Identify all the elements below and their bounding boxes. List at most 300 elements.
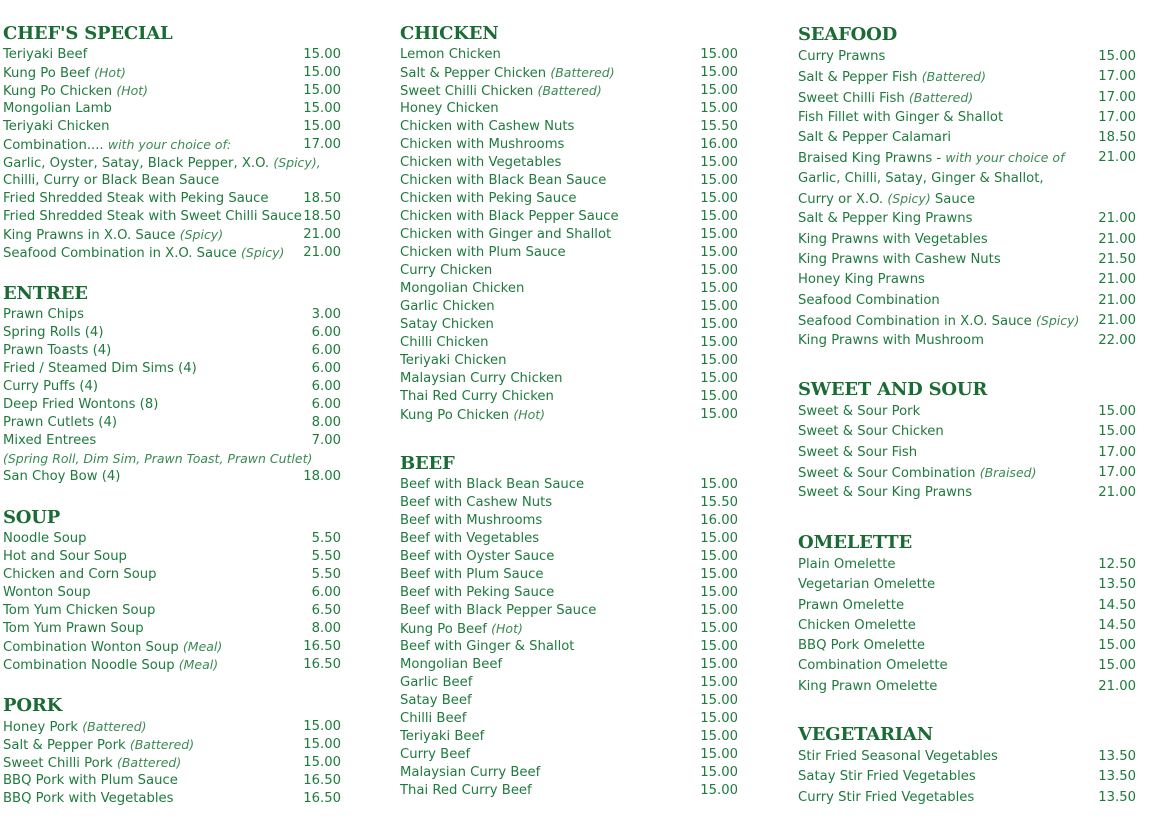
item-note: (Spicy), [273, 155, 321, 170]
item-name-line [798, 575, 935, 595]
menu-item [798, 677, 1136, 697]
menu-item [798, 747, 1136, 767]
menu-item [400, 638, 738, 656]
item-name-line [400, 710, 466, 728]
item-price: 15.00 [700, 317, 738, 332]
item-list [400, 476, 738, 800]
menu-item [3, 306, 341, 324]
item-name: Braised King Prawns - [798, 151, 942, 167]
item-price: 15.00 [303, 755, 341, 770]
item-name-line [798, 636, 925, 656]
item-price: 21.00 [1098, 312, 1136, 328]
menu-item [3, 468, 341, 486]
item-name: Prawn Chips [3, 307, 85, 322]
section-title: SOUP [3, 507, 61, 528]
menu-item [3, 566, 341, 584]
item-price: 5.50 [311, 531, 341, 546]
menu-item [798, 767, 1136, 787]
item-note: (Battered) [537, 83, 602, 98]
item-name-line [3, 378, 98, 396]
item-name: Beef with Black Pepper Sauce [400, 603, 597, 618]
section-chicken [400, 22, 738, 424]
item-name-line [3, 244, 284, 263]
item-price: 21.00 [1098, 231, 1136, 247]
item-name-line [3, 656, 218, 675]
item-name: Beef with Ginger & Shallot [400, 639, 575, 654]
menu-item [400, 280, 738, 298]
item-name: Spring Rolls (4) [3, 325, 104, 340]
item-name: Teriyaki Beef [3, 47, 88, 62]
menu-item [3, 450, 341, 468]
item-name-line [400, 100, 499, 118]
item-price: 6.50 [311, 603, 341, 618]
item-price: 15.00 [700, 227, 738, 242]
menu-item [798, 555, 1136, 575]
item-price: 15.00 [303, 119, 341, 134]
item-price: 6.00 [311, 397, 341, 412]
item-name-line [3, 190, 269, 208]
item-price: 18.50 [303, 191, 341, 206]
item-name-line [798, 209, 973, 229]
item-name-line [3, 46, 87, 64]
item-name: Tom Yum Chicken Soup [3, 603, 156, 618]
item-price: 15.00 [700, 585, 738, 600]
item-list [3, 718, 341, 808]
item-name: Honey King Prawns [798, 272, 925, 288]
menu-item [3, 396, 341, 414]
menu-item [400, 172, 738, 190]
item-name-line [3, 548, 127, 566]
item-name: Sweet & Sour Chicken [798, 424, 944, 440]
menu-item [798, 169, 1136, 189]
menu-item [3, 46, 341, 64]
item-price: 16.50 [303, 773, 341, 788]
item-note: (Hot) [116, 83, 149, 98]
item-name: Beef with Cashew Nuts [400, 495, 553, 510]
item-name-line [798, 596, 904, 616]
item-price: 7.00 [311, 433, 341, 448]
menu-item [3, 342, 341, 360]
item-name-line [798, 311, 1079, 332]
item-price: 6.00 [311, 585, 341, 600]
item-price: 15.50 [700, 495, 738, 510]
item-price: 13.50 [1098, 769, 1136, 785]
item-name: Kung Po Beef [400, 622, 487, 637]
item-price: 16.50 [303, 657, 341, 672]
item-name: Garlic Beef [400, 675, 473, 690]
item-name-line [400, 530, 539, 548]
item-name-line [3, 306, 84, 324]
item-name-line [3, 396, 158, 414]
item-name-line [798, 656, 948, 676]
menu-item [3, 736, 341, 754]
item-note: (Battered) [908, 89, 974, 105]
item-name-line [400, 566, 543, 584]
section-title: ENTREE [3, 283, 88, 304]
item-name: Sweet Chilli Fish [798, 90, 905, 106]
item-name-line [3, 226, 223, 245]
item-name: Chicken and Corn Soup [3, 567, 157, 582]
item-price: 13.50 [1098, 789, 1136, 805]
item-name-line [400, 82, 602, 101]
menu-item [798, 596, 1136, 616]
menu-item [400, 728, 738, 746]
menu-item [798, 67, 1136, 87]
item-name: Chicken with Mushrooms [400, 137, 565, 152]
item-name-line [400, 334, 489, 352]
item-price: 15.00 [700, 567, 738, 582]
item-name-line [400, 190, 576, 208]
section-title: PORK [3, 695, 63, 716]
menu-item [798, 88, 1136, 108]
item-name: Sweet & Sour Pork [798, 404, 921, 419]
item-name: Combination Omelette [798, 658, 948, 674]
item-name: Prawn Toasts (4) [3, 343, 112, 358]
item-price: 22.00 [1098, 333, 1136, 349]
section-soup [3, 506, 341, 674]
item-price: 17.00 [1098, 109, 1136, 125]
item-price: 14.50 [1098, 617, 1136, 633]
section-title: BEEF [400, 453, 455, 474]
item-name: Beef with Black Bean Sauce [400, 477, 585, 492]
item-name: Curry Puffs (4) [3, 379, 99, 394]
item-price: 16.50 [303, 791, 341, 806]
item-price: 15.00 [700, 657, 738, 672]
item-name-line [3, 638, 222, 657]
item-name: Beef with Peking Sauce [400, 585, 555, 600]
menu-item [3, 790, 341, 808]
item-price: 21.00 [303, 227, 341, 242]
item-price: 15.00 [700, 299, 738, 314]
item-price: 6.00 [311, 379, 341, 394]
section-title: SWEET AND SOUR [798, 379, 988, 400]
menu-item [400, 692, 738, 710]
menu-item [400, 388, 738, 406]
menu-item [400, 782, 738, 800]
item-name: Beef with Vegetables [400, 531, 540, 546]
menu-item [3, 718, 341, 736]
item-name: Hot and Sour Soup [3, 549, 127, 564]
section-title: OMELETTE [798, 532, 912, 553]
item-price: 15.00 [700, 263, 738, 278]
item-name: Combination Noodle Soup [3, 658, 175, 673]
menu-item [798, 189, 1136, 209]
menu-item [3, 208, 341, 226]
item-price: 21.00 [1098, 678, 1136, 694]
item-price: 15.00 [303, 737, 341, 752]
menu-item [3, 136, 341, 154]
item-name: Satay Chicken [400, 317, 494, 332]
item-name: Curry Prawns [798, 49, 886, 64]
item-price: 21.00 [1098, 272, 1136, 288]
item-name: BBQ Pork with Plum Sauce [3, 773, 178, 788]
section-seafood [798, 23, 1136, 351]
item-name-line [3, 432, 96, 450]
menu-item [3, 154, 341, 172]
item-name-line [798, 291, 940, 311]
item-name: Sweet & Sour Fish [798, 444, 918, 460]
item-name-line [3, 154, 321, 173]
item-name: Chilli Chicken [400, 335, 489, 350]
menu-item [400, 566, 738, 584]
menu-item [798, 422, 1136, 442]
menu-item [400, 746, 738, 764]
item-note: (Hot) [513, 407, 546, 422]
menu-item [3, 172, 341, 190]
item-name: Honey Pork [3, 720, 79, 735]
menu-item [798, 128, 1136, 148]
menu-item [798, 291, 1136, 311]
item-name: Combination.... [3, 138, 104, 153]
menu-item [400, 602, 738, 620]
item-price: 17.00 [1098, 89, 1136, 105]
item-name-line [400, 154, 561, 172]
item-name-line [3, 208, 302, 226]
item-name-line [3, 602, 155, 620]
item-price: 6.00 [311, 325, 341, 340]
item-name-line [400, 244, 566, 262]
item-name: Honey Chicken [400, 101, 499, 116]
item-name-line [3, 136, 231, 155]
item-name-line [400, 692, 472, 710]
menu-item [3, 244, 341, 262]
menu-item [400, 548, 738, 566]
item-name-line [3, 718, 147, 737]
item-name: King Prawns in X.O. Sauce [3, 228, 176, 243]
item-name: Sweet & Sour Combination [798, 465, 976, 481]
item-name-line [3, 414, 117, 432]
menu-item [400, 316, 738, 334]
item-price: 15.00 [700, 47, 738, 62]
item-price: 12.50 [1098, 557, 1136, 572]
menu-item [3, 620, 341, 638]
item-name-line [400, 476, 584, 494]
item-price: 21.00 [1098, 211, 1136, 227]
item-name-line [400, 638, 574, 656]
item-price: 13.50 [1098, 577, 1136, 593]
item-name-line [798, 230, 988, 250]
item-price: 15.00 [700, 335, 738, 350]
menu-item [798, 483, 1136, 503]
menu-item [3, 530, 341, 548]
item-name: Seafood Combination in X.O. Sauce [798, 313, 1032, 329]
item-name-line [400, 280, 524, 298]
item-name-line [400, 620, 523, 639]
menu-item [400, 530, 738, 548]
menu-item [798, 402, 1136, 422]
item-price: 15.00 [303, 719, 341, 734]
item-price: 15.00 [700, 639, 738, 654]
item-price: 15.00 [700, 531, 738, 546]
menu-item [3, 656, 341, 674]
item-price: 17.00 [1098, 69, 1136, 85]
section-beef [400, 452, 738, 800]
item-price: 15.00 [700, 245, 738, 260]
item-name: Curry Beef [400, 747, 471, 762]
item-name-line [3, 736, 194, 755]
item-name: Curry Stir Fried Vegetables [798, 789, 975, 805]
item-price: 15.00 [700, 83, 738, 98]
item-list [798, 402, 1136, 503]
item-note: with your choice of: [107, 137, 232, 152]
item-name-line [400, 602, 596, 620]
item-name: Beef with Plum Sauce [400, 567, 544, 582]
menu-item [798, 250, 1136, 270]
menu-item [3, 190, 341, 208]
section-title: CHICKEN [400, 23, 499, 44]
item-name-line [798, 270, 925, 290]
item-name-line [400, 548, 554, 566]
item-price: 15.50 [700, 119, 738, 134]
item-name: Satay Beef [400, 693, 472, 708]
item-name-line [400, 674, 472, 692]
menu-item [400, 764, 738, 782]
item-name: Curry Chicken [400, 263, 493, 278]
item-list [400, 46, 738, 424]
item-name: Deep Fried Wontons (8) [3, 397, 159, 412]
item-name-line [798, 443, 917, 463]
item-name: Salt & Pepper Pork [3, 738, 126, 753]
item-name-line [3, 64, 126, 83]
menu-item [798, 575, 1136, 595]
item-price: 15.00 [700, 747, 738, 762]
item-name-line [798, 677, 937, 697]
menu-item [3, 226, 341, 244]
item-name: Mongolian Lamb [3, 101, 112, 116]
item-name-line [798, 47, 885, 67]
item-price: 8.00 [311, 621, 341, 636]
item-name-line [3, 530, 87, 548]
menu-item [798, 148, 1136, 168]
item-note: (Spring Roll, Dim Sim, Prawn Toast, Prawn Cutlet) [3, 451, 313, 466]
item-name-line [400, 136, 564, 154]
item-name-line [3, 324, 103, 342]
menu-item [400, 370, 738, 388]
menu-item [3, 638, 341, 656]
item-name-line [798, 108, 1003, 128]
item-name: Beef with Oyster Sauce [400, 549, 555, 564]
item-name: Vegetarian Omelette [798, 577, 936, 593]
item-name: Fried Shredded Steak with Sweet Chilli Sauce [3, 209, 302, 224]
item-price: 16.50 [303, 639, 341, 654]
item-name: Wonton Soup [3, 585, 91, 600]
menu-item [3, 100, 341, 118]
item-name-line [798, 148, 1064, 169]
menu-item [400, 406, 738, 424]
item-note: (Battered) [82, 719, 147, 734]
item-name: Lemon Chicken [400, 47, 501, 62]
item-name: Chilli Beef [400, 711, 467, 726]
item-name-line [798, 555, 895, 575]
menu-item [3, 584, 341, 602]
item-name-line [400, 406, 545, 425]
item-name-line [3, 342, 111, 360]
item-name: Beef with Mushrooms [400, 513, 543, 528]
item-name-line [400, 64, 615, 83]
item-note: (Spicy) [241, 245, 285, 260]
item-name: Satay Stir Fried Vegetables [798, 769, 976, 785]
item-name-line [3, 790, 174, 808]
item-name-line [798, 463, 1036, 484]
item-price: 15.00 [700, 477, 738, 492]
item-price: 15.00 [1098, 638, 1136, 654]
menu-item [3, 324, 341, 342]
item-price: 5.50 [311, 567, 341, 582]
item-name-line [400, 494, 552, 512]
item-note: (Braised) [979, 464, 1037, 480]
item-price: 15.00 [700, 191, 738, 206]
item-list [798, 747, 1136, 808]
item-price: 15.00 [700, 173, 738, 188]
menu-item [400, 154, 738, 172]
menu-item [3, 82, 341, 100]
item-name-line [400, 388, 554, 406]
item-name-line [400, 118, 574, 136]
menu-item [400, 352, 738, 370]
menu-item [400, 334, 738, 352]
item-name: King Prawns with Cashew Nuts [798, 251, 1001, 267]
item-name-line [798, 422, 944, 442]
item-name-line [400, 172, 606, 190]
item-name: Garlic, Oyster, Satay, Black Pepper, X.O. [3, 156, 270, 171]
menu-item [3, 64, 341, 82]
menu-item [798, 616, 1136, 636]
menu-item [798, 270, 1136, 290]
item-name: King Prawns with Vegetables [798, 231, 988, 247]
item-name: Fish Fillet with Ginger & Shallot [798, 109, 1004, 125]
item-name: Chicken Omelette [798, 617, 916, 633]
menu-item [3, 602, 341, 620]
item-price: 17.00 [1098, 464, 1136, 480]
menu-item [400, 100, 738, 118]
section-vegetarian [798, 723, 1136, 808]
section-omelette [798, 531, 1136, 697]
item-price: 17.00 [1098, 444, 1136, 460]
item-name-line [400, 512, 542, 530]
menu-item [400, 46, 738, 64]
item-name-line [798, 128, 951, 148]
item-name: Chicken with Black Pepper Sauce [400, 209, 619, 224]
item-name: King Prawn Omelette [798, 678, 938, 694]
menu-item [798, 108, 1136, 128]
item-name: Plain Omelette [798, 557, 896, 572]
item-name: Kung Po Chicken [3, 84, 113, 99]
menu-item [400, 118, 738, 136]
item-price: 15.00 [700, 389, 738, 404]
menu-item [798, 656, 1136, 676]
menu-item [400, 298, 738, 316]
item-name: Noodle Soup [3, 531, 87, 546]
item-name-line [3, 118, 110, 136]
item-name: Sweet Chilli Pork [3, 756, 113, 771]
item-name: Chicken with Vegetables [400, 155, 562, 170]
item-name-line [798, 402, 920, 422]
item-name: Kung Po Chicken [400, 408, 510, 423]
menu-item [3, 548, 341, 566]
item-name-line [3, 772, 178, 790]
item-name-line [798, 67, 986, 88]
item-note: (Hot) [94, 65, 126, 80]
item-name-line [798, 747, 998, 767]
menu-item [400, 208, 738, 226]
item-list [798, 555, 1136, 697]
item-name: Mongolian Beef [400, 657, 503, 672]
item-list [798, 47, 1136, 351]
item-price: 15.00 [700, 621, 738, 636]
menu-item [400, 674, 738, 692]
menu-item [3, 378, 341, 396]
item-name: Salt & Pepper Chicken [400, 66, 547, 81]
